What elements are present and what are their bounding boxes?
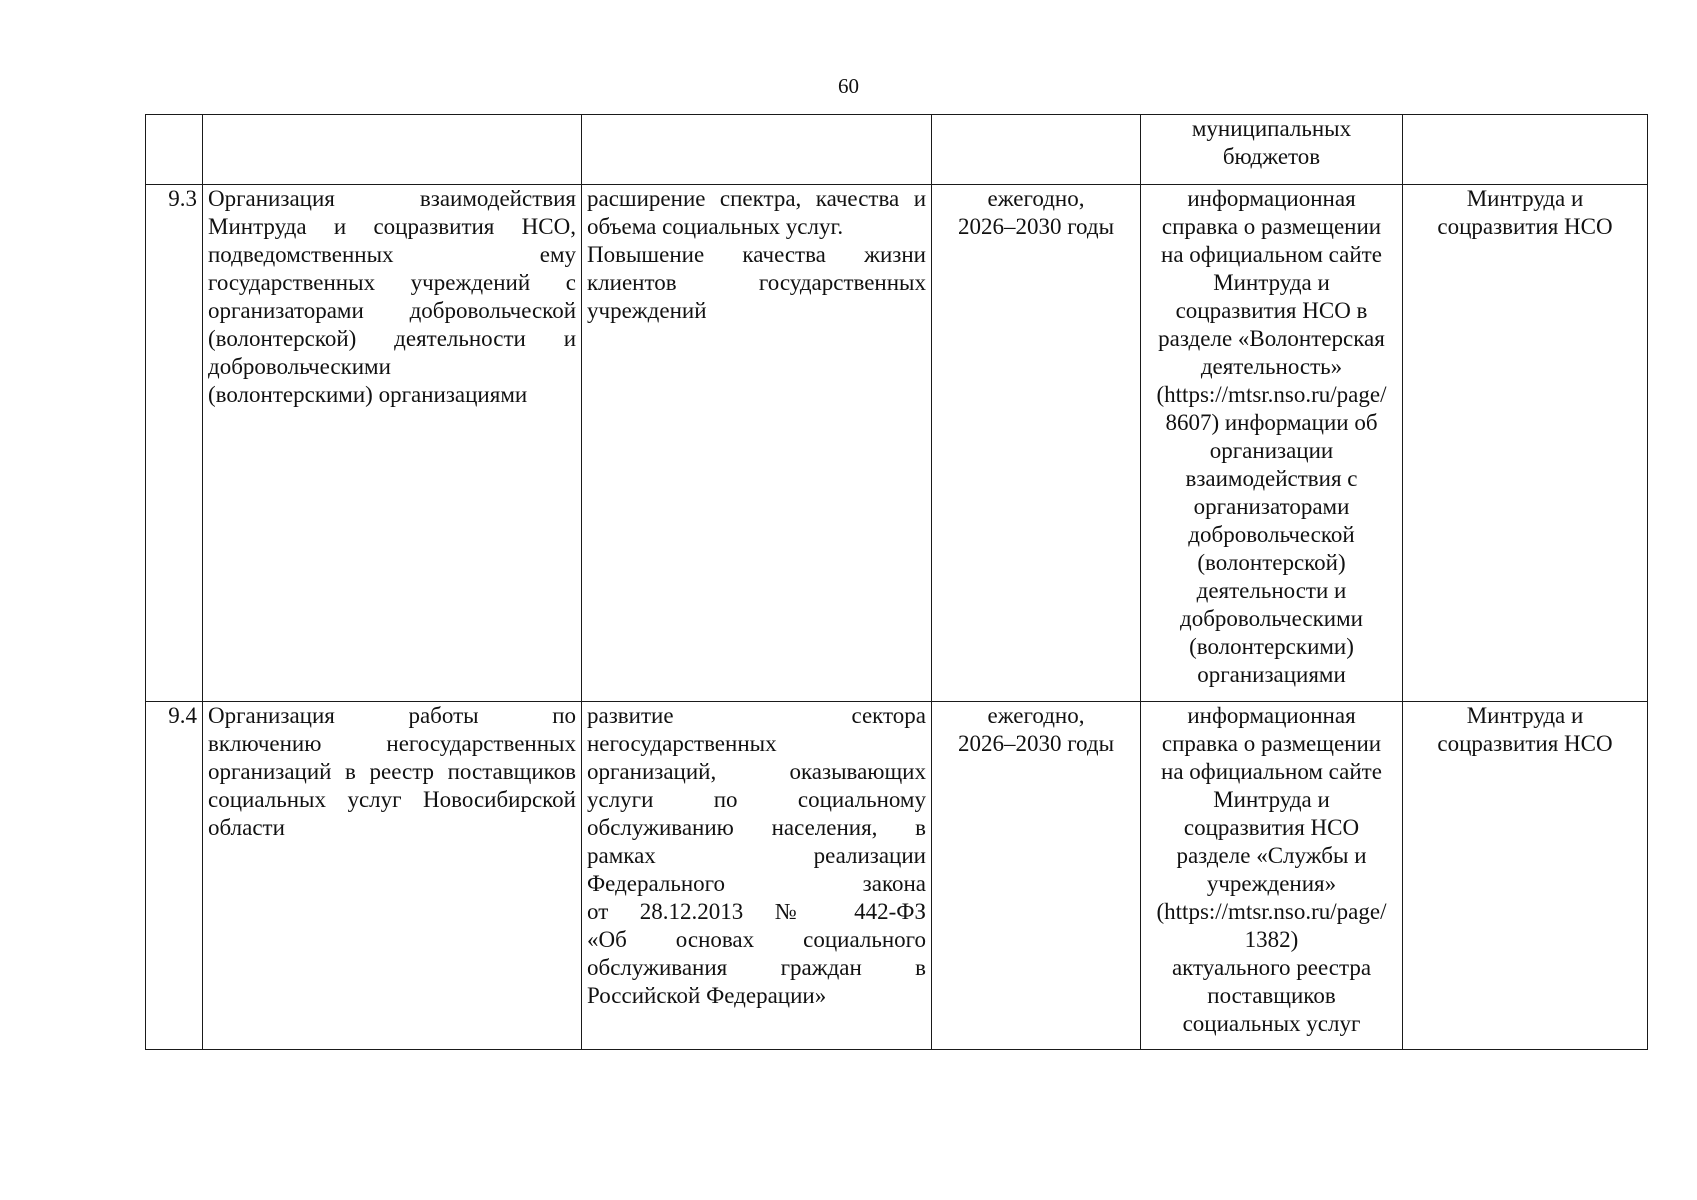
report-line: добровольческой: [1188, 522, 1355, 547]
report-line: поставщиков: [1207, 983, 1336, 1008]
term-line: ежегодно,: [987, 703, 1085, 728]
report-line: разделе «Волонтерская: [1158, 326, 1385, 351]
report-line: взаимодействия с: [1185, 466, 1358, 491]
action-line: включению негосударственных: [208, 731, 576, 756]
report-line: разделе «Службы и: [1176, 843, 1367, 868]
action-line: Организация взаимодействия: [208, 186, 576, 211]
result-line: развитие сектора: [587, 703, 926, 728]
cell-action: [203, 702, 582, 1050]
result-line: организаций, оказывающих: [587, 759, 926, 784]
report-line: информационная: [1187, 186, 1356, 211]
report-line: (волонтерскими): [1189, 634, 1354, 659]
cell-executor: [1403, 702, 1648, 1050]
action-line: государственных учреждений с: [208, 270, 576, 295]
report-line: информационная: [1187, 703, 1356, 728]
cell-result: [582, 702, 932, 1050]
report-line: (волонтерской): [1197, 550, 1346, 575]
report-line: актуального реестра: [1171, 955, 1372, 980]
report-line: справка о размещении: [1161, 731, 1382, 756]
report-line: социальных услуг: [1182, 1011, 1361, 1036]
action-line: социальных услуг Новосибирской: [208, 787, 576, 812]
result-line: Российской Федерации»: [587, 983, 827, 1008]
report-line: организации: [1209, 438, 1334, 463]
executor-line: соцразвития НСО: [1437, 214, 1613, 239]
result-line: рамках реализации: [587, 843, 926, 868]
cell-num: [146, 115, 203, 185]
report-line: учреждения»: [1206, 871, 1337, 896]
result-line: обслуживания граждан в: [587, 955, 926, 980]
term-line: 2026–2030 годы: [957, 731, 1115, 756]
report-line: добровольческими: [1180, 606, 1363, 631]
report-line: Минтруда и: [1213, 787, 1330, 812]
report-line: справка о размещении: [1161, 214, 1382, 239]
report-line: на официальном сайте: [1161, 759, 1382, 784]
executor-line: Минтруда и: [1466, 703, 1584, 728]
cell-executor: [1403, 115, 1648, 185]
result-line: Повышение качества жизни: [587, 242, 926, 267]
cell-term: [932, 115, 1141, 185]
action-line: добровольческими: [208, 354, 391, 379]
result-line: обслуживанию населения, в: [587, 815, 926, 840]
row-number: 9.3: [168, 186, 197, 211]
term-line: 2026–2030 годы: [957, 214, 1115, 239]
result-line: услуги по социальному: [587, 787, 926, 812]
report-line: деятельность»: [1200, 354, 1343, 379]
report-line: соцразвития НСО в: [1175, 298, 1368, 323]
cell-action: [203, 185, 582, 702]
report-line: 1382): [1244, 927, 1299, 952]
cell-num: [146, 702, 203, 1050]
cell-term: [932, 702, 1141, 1050]
table-row: [146, 702, 1648, 1050]
action-line: Организация работы по: [208, 703, 576, 728]
action-line: организаторами добровольческой: [208, 298, 576, 323]
plan-table: [145, 114, 1648, 1050]
report-line: организациями: [1197, 662, 1346, 687]
cell-executor: [1403, 185, 1648, 702]
term-line: ежегодно,: [987, 186, 1085, 211]
action-line: (волонтерскими) организациями: [208, 382, 528, 407]
table-row: [146, 185, 1648, 702]
table-row: [146, 115, 1648, 185]
action-line: (волонтерской) деятельности и: [208, 326, 576, 351]
row-number: 9.4: [168, 703, 197, 728]
action-line: области: [208, 815, 285, 840]
report-line: 8607) информации об: [1165, 410, 1378, 435]
result-line: Федерального закона: [587, 871, 926, 896]
report-line: соцразвития НСО: [1183, 815, 1360, 840]
report-line: деятельности и: [1196, 578, 1347, 603]
cell-report: [1141, 115, 1403, 185]
cell-report: [1141, 702, 1403, 1050]
report-line: на официальном сайте: [1161, 242, 1382, 267]
cell-result: [582, 185, 932, 702]
report-line: Минтруда и: [1213, 270, 1330, 295]
action-line: Минтруда и соцразвития НСО,: [208, 214, 576, 239]
result-line: «Об основах социального: [587, 927, 926, 952]
result-line: клиентов государственных: [587, 270, 926, 295]
result-line: от 28.12.2013 № 442-ФЗ: [587, 899, 926, 924]
action-line: организаций в реестр поставщиков: [208, 759, 576, 784]
result-line: объема социальных услуг.: [587, 214, 844, 239]
executor-line: соцразвития НСО: [1437, 731, 1613, 756]
report-line: (https://mtsr.nso.ru/page/: [1156, 382, 1387, 407]
report-line: (https://mtsr.nso.ru/page/: [1156, 899, 1387, 924]
report-line: организаторами: [1193, 494, 1350, 519]
cell-result: [582, 115, 932, 185]
cell-num: [146, 185, 203, 702]
report-line: бюджетов: [1222, 144, 1321, 169]
cell-term: [932, 185, 1141, 702]
result-line: расширение спектра, качества и: [587, 186, 926, 211]
result-line: негосударственных: [587, 731, 777, 756]
executor-line: Минтруда и: [1466, 186, 1584, 211]
page-number: 60: [838, 74, 859, 98]
action-line: подведомственных ему: [208, 242, 576, 267]
result-line: учреждений: [587, 298, 707, 323]
report-line: муниципальных: [1191, 116, 1352, 141]
cell-action: [203, 115, 582, 185]
cell-report: [1141, 185, 1403, 702]
